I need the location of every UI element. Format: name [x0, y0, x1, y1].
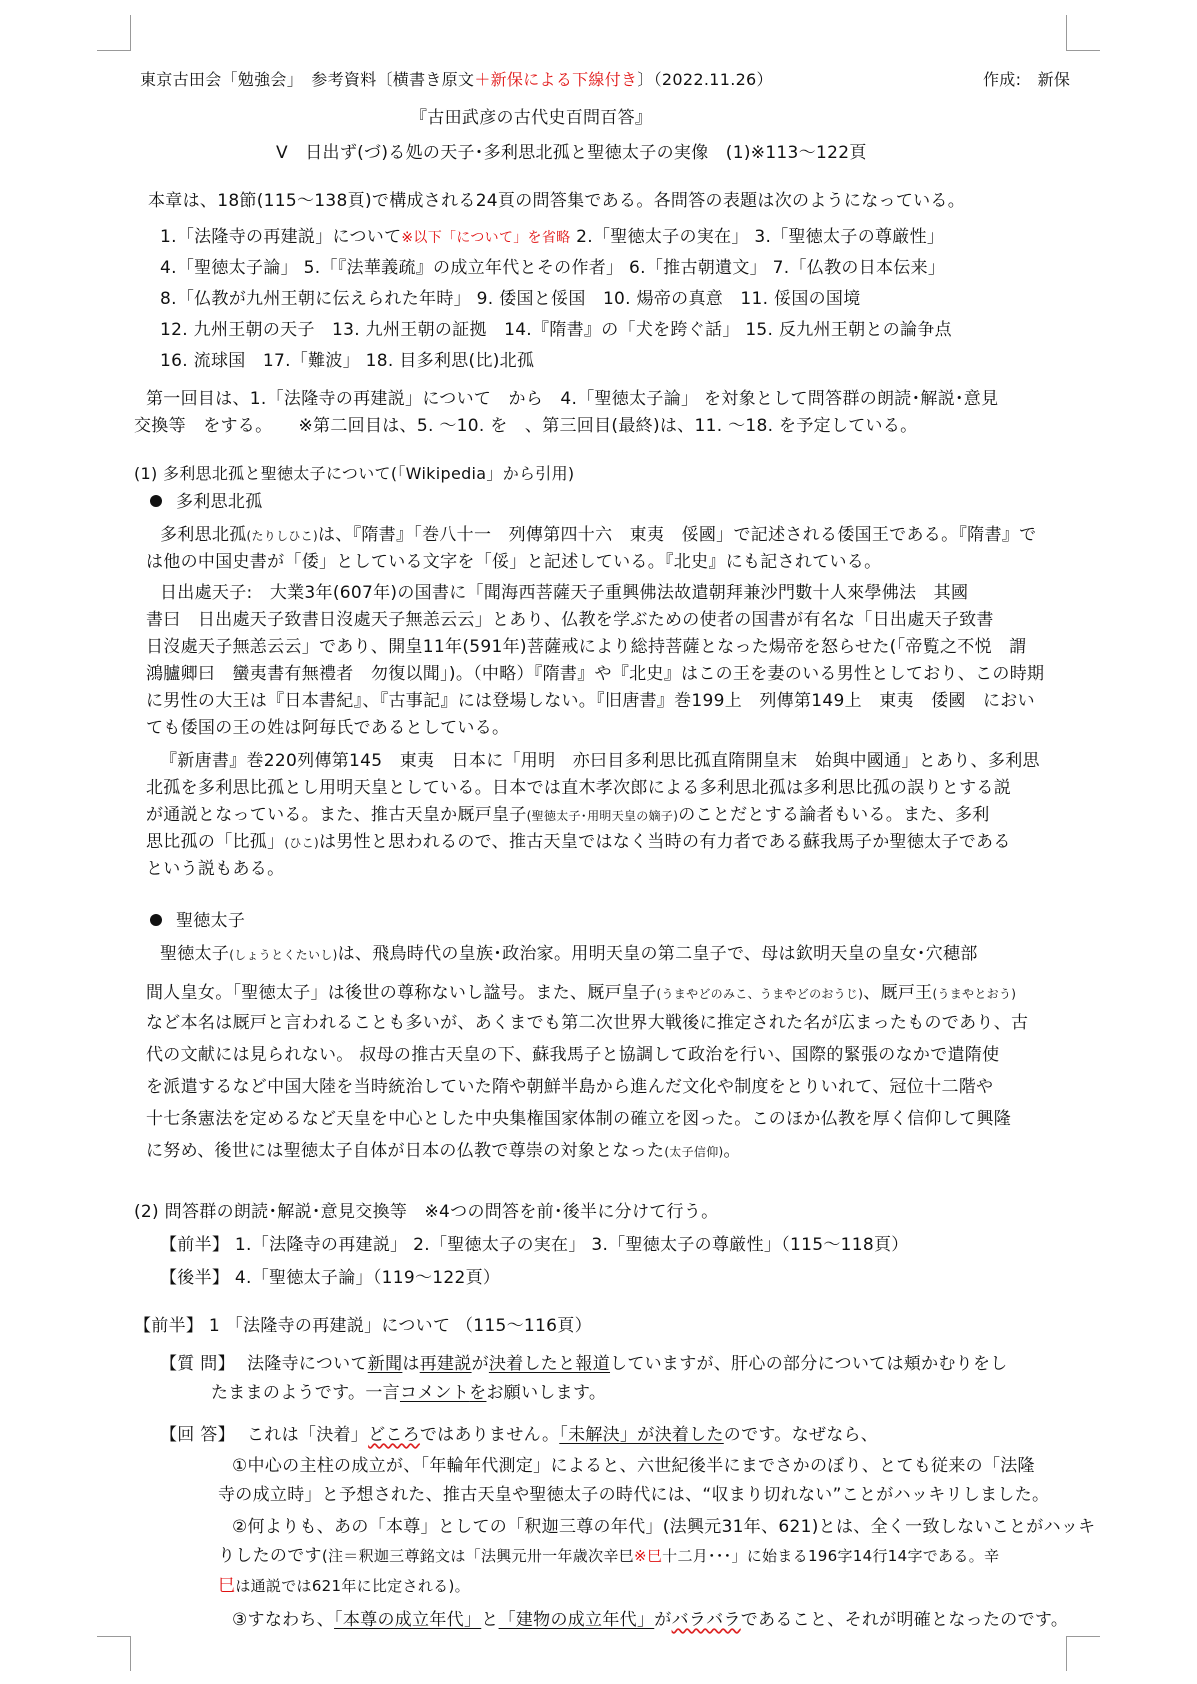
text-run: が	[654, 1610, 672, 1630]
question-label: 【質 問】	[160, 1354, 235, 1374]
bullet-icon	[150, 495, 162, 507]
text-run: ではありません。	[419, 1425, 560, 1445]
answer-label: 【回 答】	[160, 1425, 235, 1445]
shintou-line-1: 『新唐書』巻220列傳第145 東夷 日本に「用明 亦曰目多利思比孤直隋開皇末 始與中國通」とあり、多利思	[160, 751, 1040, 771]
text-run: は、『隋書』「巻八十一 列傳第四十六 東夷 俀國」で記述される倭国王である。『隋書』で	[317, 525, 1037, 545]
text-run: 聖徳太子	[160, 944, 230, 964]
text-run: どころ	[368, 1425, 420, 1445]
text-run: 「未解決」が決着した	[559, 1425, 724, 1445]
text-run: は通説では621年に比定される)。	[235, 1577, 470, 1595]
answer-p2-line-1: ②何よりも、あの「本尊」としての「釈迦三尊の年代」(法興元31年、621)とは、全く一致しないことがハッキ	[232, 1517, 1096, 1537]
book-title: 『古田武彦の古代史百問百答』	[410, 108, 653, 128]
header-date: 〕（2022.11.26）	[637, 70, 773, 89]
text-run: は、飛鳥時代の皇族･政治家。用明天皇の第二皇子で、母は欽明天皇の皇女･穴穂部	[337, 944, 978, 964]
answer-p3-line	[232, 1608, 1068, 1632]
header-title: 東京古田会「勉強会」 参考資料〔横書き原文	[140, 70, 475, 89]
text-run: 十二月･･･」に始まる196字14行14字である。辛	[662, 1547, 1000, 1565]
shotoku-line-2	[146, 981, 1016, 1006]
text-run: 。	[723, 1141, 741, 1161]
shotoku-line-6: 十七条憲法を定めるなど天皇を中心とした中央集権国家体制の確立を図った。このほか仏教を厚く信仰して興隆	[146, 1109, 1011, 1129]
hiizuru-line-1: 日出處天子: 大業3年(607年)の国書に「聞海西菩薩天子重興佛法故遣朝拜兼沙門數十人來學佛法 其國	[160, 583, 969, 603]
text-run: は男性と思われるので、推古天皇ではなく当時の有力者である蘇我馬子か聖徳太子である	[318, 832, 1011, 852]
text-run: これは「決着」	[247, 1425, 369, 1445]
text-run: が	[471, 1354, 489, 1374]
question-line-1	[247, 1352, 1008, 1376]
second-half-list: 【後半】 4.「聖徳太子論」（119～122頁）	[160, 1268, 501, 1288]
answer-line-1	[247, 1423, 878, 1447]
text-run: 間人皇女。「聖徳太子」は後世の尊称ないし諡号。また、厩戸皇子	[146, 983, 657, 1003]
text-run: 再建説	[419, 1354, 472, 1374]
answer-p2-line-2	[218, 1544, 999, 1568]
crop-mark-tr	[1066, 15, 1067, 50]
first-half-list: 【前半】 1.「法隆寺の再建説」 2.「聖徳太子の実在」 3.「聖徳太子の尊厳性」（115～118頁）	[160, 1235, 909, 1255]
answer-p1-line-2: 寺の成立時」と予想された、推古天皇や聖徳太子の時代には、“収まり切れない”ことがハッキリしました。	[218, 1485, 1050, 1505]
text-run: 思比孤の「比孤」	[146, 832, 285, 852]
text-run: であること、それが明確となったのです。	[740, 1610, 1069, 1630]
text-run: バラバラ	[671, 1610, 741, 1630]
chapter-title: Ⅴ 日出ず(づ)る処の天子･多利思北孤と聖徳太子の実像 (1)※113～122頁	[276, 143, 867, 163]
shotoku-line-1	[160, 942, 978, 967]
crop-mark-br	[1066, 1636, 1067, 1671]
text-run: 多利思北孤	[160, 525, 247, 545]
section1-heading: (1) 多利思北孤と聖徳太子について(「Wikipedia」から引用)	[134, 464, 575, 483]
text-run: 「建物の成立年代」	[498, 1610, 655, 1630]
text-run: (うまやどのみこ、うまやどのおうじ)	[656, 987, 864, 1001]
shotoku-line-3: など本名は厩戸と言われることも多いが、あくまでも第二次世界大戦後に推定された名が広まったものであり、古	[146, 1013, 1029, 1033]
text-run: 聖徳太子	[176, 911, 246, 931]
crop-mark-tr	[1066, 50, 1100, 51]
tarishi-line-1	[160, 523, 1036, 548]
text-run: を	[469, 1383, 487, 1403]
text-run: たままのようです。一言	[211, 1383, 400, 1403]
schedule-line-1: 第一回目は、1.「法隆寺の再建説」について から 4.「聖徳太子論」 を対象として問答群の朗読･解説･意見	[146, 389, 999, 409]
text-run: (しょうとくたいし)	[229, 948, 338, 962]
text-run: に努め、後世には聖徳太子自体が日本の仏教で尊崇の対象となった	[146, 1141, 665, 1161]
qa-heading: 【前半】 1 「法隆寺の再建説」について （115～116頁）	[134, 1316, 592, 1336]
hiizuru-line-4: 鴻臚卿曰 蠻夷書有無禮者 勿復以聞」)。（中略）『隋書』や『北史』はこの王を妻のいる男性としており、この時期	[146, 664, 1045, 684]
shotoku-heading	[150, 909, 245, 933]
text-run: 2.「聖徳太子の実在」 3.「聖徳太子の尊厳性」	[570, 227, 945, 247]
question-line-2	[211, 1381, 606, 1405]
text-run: 1.「法隆寺の再建説」について	[160, 227, 402, 247]
text-run: 決着したと報道	[488, 1354, 611, 1374]
text-run: と	[481, 1610, 499, 1630]
hiizuru-line-3: 日沒處天子無恙云云」であり、開皇11年(591年)菩薩戒により総持菩薩となった煬帝を怒らせた(「帝覧之不悦 謂	[146, 637, 1027, 657]
bullet-icon	[150, 914, 162, 926]
shintou-line-5: という説もある。	[146, 859, 285, 879]
text-run: ③すなわち、	[232, 1610, 335, 1630]
shotoku-line-4: 代の文献には見られない。 叔母の推古天皇の下、蘇我馬子と協調して政治を行い、国際的緊張のなかで遣隋使	[146, 1045, 1000, 1065]
text-run: が通説となっている。また、推古天皇か厩戸皇子	[146, 805, 527, 825]
text-run: (太子信仰)	[664, 1145, 724, 1159]
text-run: 巳	[218, 1576, 236, 1596]
text-run: (たりしひこ)	[246, 529, 318, 543]
topic-line-2: 4.「聖徳太子論」 5.「『法華義疏』の成立年代とその作者」 6.「推古朝遺文」 7.「仏教の日本伝来」	[160, 258, 946, 278]
text-run: 新聞	[367, 1354, 403, 1374]
shotoku-line-7	[146, 1139, 741, 1164]
answer-p2-line-3	[218, 1574, 470, 1598]
answer-p1-line-1: ①中心の主柱の成立が、「年輪年代測定」によると、六世紀後半にまでさかのぼり、とても従来の「法隆	[232, 1456, 1035, 1476]
header-title-red: ＋新保による下線付き	[474, 70, 638, 89]
text-run: (うまやとおう)	[932, 987, 1017, 1001]
topic-note-red: ※以下「について」を省略	[401, 230, 571, 246]
text-run: 多利思北孤	[176, 492, 263, 512]
text-run: していますが、肝心の部分については頬かむりをし	[610, 1354, 1008, 1374]
tarishi-heading	[150, 490, 263, 514]
text-run: お願いします。	[486, 1383, 607, 1403]
text-run: りしたのです	[218, 1546, 322, 1566]
crop-mark-tl	[130, 15, 131, 50]
text-run: は	[402, 1354, 420, 1374]
shintou-line-4	[146, 830, 1011, 855]
crop-mark-tl	[97, 50, 131, 51]
hiizuru-line-5: に男性の大王は『日本書紀』、『古事記』には登場しない。『旧唐書』巻199上 列傳第149上 東夷 倭國 におい	[146, 691, 1035, 711]
text-run: のです。なぜなら、	[723, 1425, 879, 1445]
text-run: (聖徳太子･用明天皇の嫡子)	[526, 809, 679, 823]
text-run: コメント	[399, 1383, 470, 1403]
crop-mark-bl	[97, 1636, 131, 1637]
text-run: 、厩戸王	[863, 983, 933, 1003]
intro-text: 本章は、18節(115～138頁)で構成される24頁の問答集である。各問答の表題は次のようになっている。	[148, 191, 966, 211]
schedule-line-2: 交換等 をする。 ※第二回目は、5. ～10. を 、第三回目(最終)は、11. ～18. を予定している。	[134, 416, 918, 436]
text-run: (注＝釈迦三尊銘文は「法興元卅一年歳次辛巳	[321, 1547, 634, 1565]
header-line	[140, 68, 773, 92]
topic-line-3: 8.「仏教が九州王朝に伝えられた年時」 9. 倭国と俀国 10. 煬帝の真意 11. 俀国の国境	[160, 289, 861, 309]
hiizuru-line-6: ても倭国の王の姓は阿毎氏であるとしている。	[146, 718, 510, 738]
text-run: のことだとする論者もいる。また、多利	[678, 805, 990, 825]
shotoku-line-5: を派遣するなど中国大陸を当時統治していた隋や朝鮮半島から進んだ文化や制度をとりいれて、冠位十二階や	[146, 1077, 994, 1097]
text-run: (ひこ)	[284, 836, 319, 850]
topic-line-4: 12. 九州王朝の天子 13. 九州王朝の証拠 14.『隋書』の「犬を跨ぐ話」 15. 反九州王朝との論争点	[160, 320, 952, 340]
crop-mark-bl	[130, 1636, 131, 1671]
topic-line-1	[160, 225, 944, 250]
header-author: 作成: 新保	[983, 70, 1071, 89]
section2-heading: (2) 問答群の朗読･解説･意見交換等 ※4つの問答を前･後半に分けて行う。	[134, 1202, 719, 1222]
text-run: 法隆寺について	[247, 1354, 368, 1374]
crop-mark-br	[1066, 1636, 1100, 1637]
shintou-line-2: 北孤を多利思比孤とし用明天皇としている。日本では直木孝次郎による多利思北孤は多利思比孤の誤りとする説	[146, 778, 1011, 798]
hiizuru-line-2: 書曰 日出處天子致書日沒處天子無恙云云」とあり、仏教を学ぶための使者の国書が有名な「日出處天子致書	[146, 610, 994, 630]
text-run: ※巳	[633, 1547, 663, 1565]
topic-line-5: 16. 流球国 17.「難波」 18. 目多利思(比)北孤	[160, 351, 535, 371]
tarishi-line-2: は他の中国史書が「倭」としている文字を「俀」と記述している。『北史』にも記されている。	[146, 552, 882, 572]
text-run: 「本尊の成立年代」	[334, 1610, 482, 1630]
shintou-line-3	[146, 803, 990, 828]
